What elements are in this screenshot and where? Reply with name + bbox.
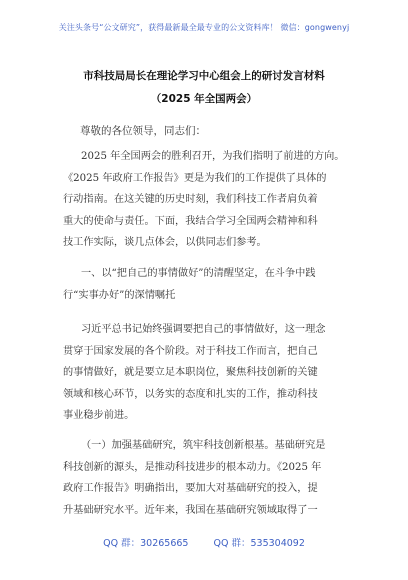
paragraph-line: 技工作实际，谈几点体会，以供同志们参考。	[63, 237, 267, 249]
footer-contact	[0, 535, 408, 549]
salutation: 尊敬的各位领导，同志们：	[80, 125, 206, 137]
paragraph-body-1	[63, 319, 349, 427]
paragraph-line: 贯穿于国家发展的各个阶段。对于科技工作而言，把自己	[63, 345, 318, 357]
section-heading-1	[63, 263, 349, 306]
header-banner: 关注头条号“公文研究”，获得最新最全最专业的公文资料库！ 微信：gongwenyj	[58, 23, 350, 32]
document-subtitle: （2025 年全国两会）	[150, 93, 258, 105]
paragraph-line: 《2025 年政府工作报告》更是为我们的工作提供了具体的	[63, 172, 327, 184]
paragraph-body-2	[63, 435, 349, 521]
paragraph-intro	[63, 146, 349, 254]
heading-line: 一、以“把自己的事情做好”的清醒坚定，在斗争中践	[81, 268, 316, 279]
paragraph-line: 重大的使命与责任。下面，我结合学习全国两会精神和科	[63, 215, 318, 227]
paragraph-line: 事业稳步前进。	[63, 410, 135, 422]
paragraph-line: 的事情做好，就是要立足本职岗位，聚焦科技创新的关键	[63, 367, 318, 379]
paragraph-line: 行动指南。在这关键的历史时刻，我们科技工作者肩负着	[63, 194, 318, 206]
paragraph-line: （一）加强基础研究，筑牢科技创新根基。基础研究是	[81, 440, 326, 451]
paragraph-line: 升基础研究水平。近年来，我国在基础研究领域取得了一	[63, 504, 318, 516]
paragraph-line: 科技创新的源头，是推动科技进步的根本动力。《2025 年	[63, 461, 322, 473]
footer-qq-group-2: QQ 群：535304092	[213, 538, 305, 549]
document-title: 市科技局局长在理论学习中心组会上的研讨发言材料	[83, 70, 325, 82]
paragraph-line: 习近平总书记始终强调要把自己的事情做好，这一理念	[81, 324, 326, 335]
paragraph-line: 领域和核心环节，以务实的态度和扎实的工作，推动科技	[63, 388, 318, 400]
footer-qq-group-1: QQ 群：30265665	[103, 538, 189, 549]
heading-line: 行“实事办好”的深情嘱托	[63, 289, 176, 301]
paragraph-line: 2025 年全国两会的胜利召开，为我们指明了前进的方向。	[81, 151, 345, 162]
paragraph-line: 政府工作报告》明确指出，要加大对基础研究的投入，提	[63, 483, 318, 495]
